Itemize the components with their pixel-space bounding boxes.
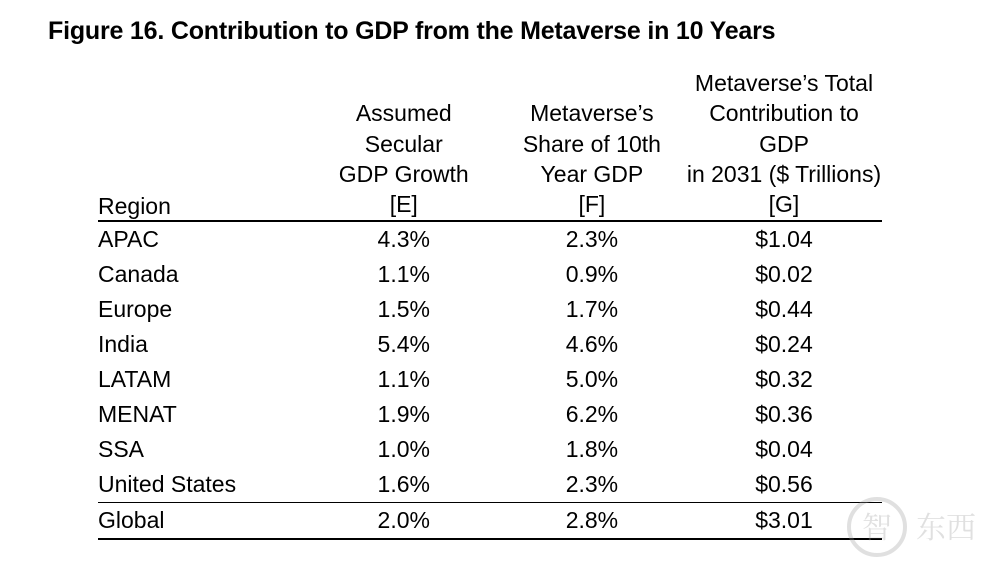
table-total-row: [98, 502, 882, 539]
table-row: [98, 257, 882, 292]
cell-region-global: Global: [98, 502, 310, 539]
column-header-e-tag: [E]: [389, 191, 418, 218]
column-header-f-tag: [F]: [578, 191, 606, 218]
column-header-f-line3: Year GDP: [540, 161, 644, 188]
cell-metaverse-share: 1.7%: [565, 295, 619, 322]
column-header-f-line2: Share of 10th: [522, 130, 661, 157]
table-header-row: [98, 68, 882, 221]
table-body: [98, 221, 882, 539]
cell-metaverse-share: 6.2%: [565, 400, 619, 427]
column-header-e-line1: Assumed: [355, 100, 452, 127]
table-row: [98, 362, 882, 397]
cell-assumed-growth: 1.5%: [377, 295, 430, 322]
cell-assumed-growth: 1.6%: [377, 470, 430, 497]
cell-total-contribution: $0.04: [755, 435, 813, 462]
cell-region: United States: [98, 470, 237, 497]
column-header-assumed-secular-gdp-growth: [310, 68, 498, 221]
cell-region: Canada: [98, 260, 179, 287]
cell-region: MENAT: [98, 400, 177, 427]
cell-assumed-growth: 1.0%: [377, 435, 430, 462]
svg-text:智: 智: [862, 511, 892, 546]
column-header-region-label: Region: [98, 192, 171, 219]
column-header-metaverse-total-contribution-to-gdp: [686, 68, 882, 221]
cell-assumed-growth: 1.1%: [377, 260, 430, 287]
cell-total-contribution: $0.32: [755, 365, 813, 392]
column-header-e-line2: Secular: [364, 130, 443, 157]
cell-total-contribution: $1.04: [755, 225, 813, 252]
cell-assumed-growth: 1.1%: [377, 365, 430, 392]
column-header-region: [98, 68, 310, 221]
cell-total-contribution: $0.44: [755, 295, 813, 322]
cell-region: SSA: [98, 435, 145, 462]
cell-region: LATAM: [98, 365, 172, 392]
table-row: [98, 467, 882, 503]
cell-total-contribution: $0.56: [755, 470, 813, 497]
column-header-e-line3: GDP Growth: [338, 161, 469, 188]
cell-region: Europe: [98, 295, 173, 322]
cell-metaverse-share: 1.8%: [565, 435, 619, 462]
cell-metaverse-share: 4.6%: [565, 330, 619, 357]
cell-total-contribution: $0.24: [755, 330, 813, 357]
cell-metaverse-share-global: 2.8%: [498, 502, 686, 539]
cell-region: APAC: [98, 225, 159, 252]
table-row: [98, 397, 882, 432]
table-row: [98, 221, 882, 257]
cell-total-contribution: $0.02: [755, 260, 813, 287]
column-header-g-line2: Contribution to GDP: [709, 100, 859, 157]
cell-total-contribution-global: $3.01: [686, 502, 882, 539]
cell-assumed-growth: 5.4%: [377, 330, 430, 357]
table-container: [0, 68, 1000, 540]
table-row: [98, 292, 882, 327]
column-header-f-line1: Metaverse’s: [530, 100, 654, 127]
cell-region: India: [98, 330, 148, 357]
cell-assumed-growth: 4.3%: [377, 225, 430, 252]
column-header-metaverse-share-of-10th-year-gdp: [498, 68, 686, 221]
cell-metaverse-share: 0.9%: [565, 260, 619, 287]
column-header-g-tag: [G]: [768, 191, 800, 218]
cell-total-contribution: $0.36: [755, 400, 813, 427]
table-row: [98, 327, 882, 362]
svg-text:东西: 东西: [916, 511, 976, 546]
table-row: [98, 432, 882, 467]
gdp-contribution-table: [98, 68, 882, 540]
cell-metaverse-share: 2.3%: [565, 470, 619, 497]
column-header-g-line1: Metaverse’s Total: [694, 70, 874, 96]
cell-assumed-growth-global: 2.0%: [310, 502, 498, 539]
page-title: Figure 16. Contribution to GDP from the Metaverse in 10 Years: [48, 17, 776, 45]
cell-assumed-growth: 1.9%: [377, 400, 430, 427]
cell-metaverse-share: 5.0%: [565, 365, 619, 392]
column-header-g-line3: in 2031 ($ Trillions): [686, 161, 882, 188]
cell-metaverse-share: 2.3%: [565, 225, 619, 252]
